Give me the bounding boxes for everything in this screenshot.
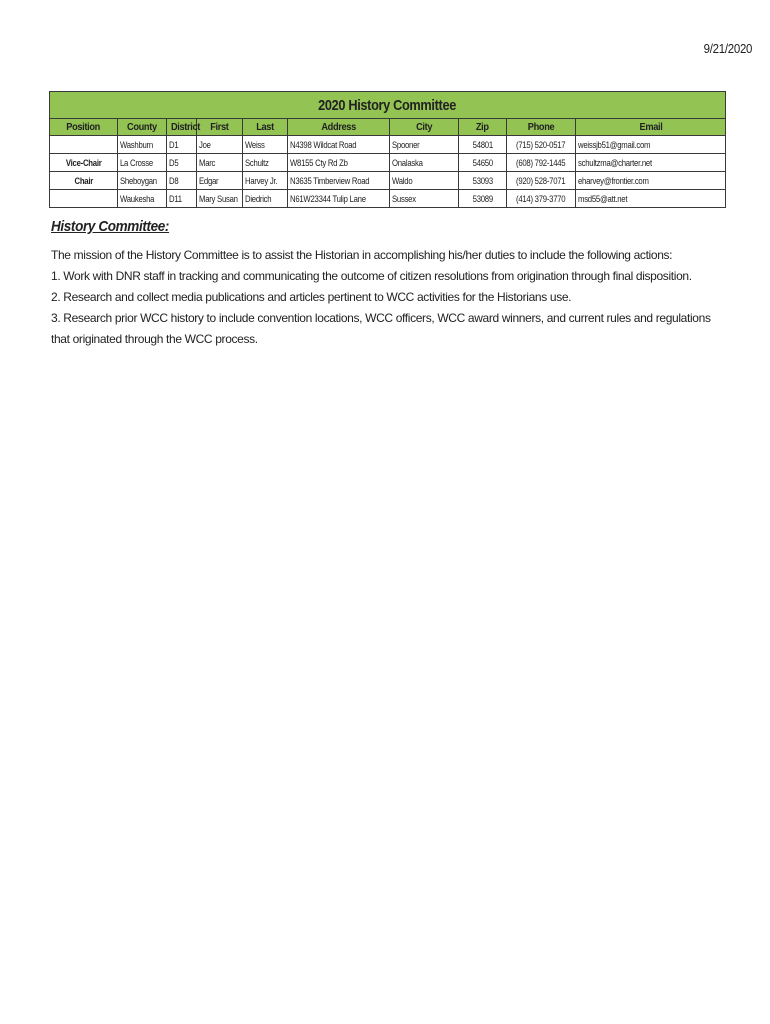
cell-county: Waukesha <box>118 190 167 208</box>
col-header-last: Last <box>243 119 288 136</box>
cell-county: Sheboygan <box>118 172 167 190</box>
cell-address: W8155 Cty Rd Zb <box>288 154 390 172</box>
cell-last: Harvey Jr. <box>243 172 288 190</box>
cell-county: Washburn <box>118 136 167 154</box>
col-header-email: Email <box>576 119 726 136</box>
cell-last: Weiss <box>243 136 288 154</box>
table-row <box>50 136 726 154</box>
cell-district: D11 <box>167 190 197 208</box>
cell-zip: 54650 <box>459 154 507 172</box>
col-header-district: District <box>167 119 197 136</box>
page-date: 9/21/2020 <box>703 41 752 56</box>
cell-position <box>50 190 118 208</box>
cell-district: D8 <box>167 172 197 190</box>
table-header-row <box>50 119 726 136</box>
cell-position <box>50 136 118 154</box>
mission-item: 3. Research prior WCC history to include convention locations, WCC officers, WCC award winners, and current rules and regulations that originated through the WCC process. <box>51 311 711 346</box>
cell-address: N3635 Timberview Road <box>288 172 390 190</box>
cell-first: Edgar <box>197 172 243 190</box>
cell-phone: (414) 379-3770 <box>507 190 576 208</box>
cell-zip: 54801 <box>459 136 507 154</box>
cell-address: N4398 Wildcat Road <box>288 136 390 154</box>
mission-item: 2. Research and collect media publications and articles pertinent to WCC activities for the Historians use. <box>51 290 572 304</box>
cell-zip: 53093 <box>459 172 507 190</box>
cell-first: Mary Susan <box>197 190 243 208</box>
cell-last: Schultz <box>243 154 288 172</box>
col-header-address: Address <box>288 119 390 136</box>
cell-phone: (715) 520-0517 <box>507 136 576 154</box>
cell-position: Chair <box>50 172 118 190</box>
committee-table <box>49 91 726 208</box>
cell-email: schultzma@charter.net <box>576 154 726 172</box>
mission-intro: The mission of the History Committee is to assist the Historian in accomplishing his/her duties to include the following actions: <box>51 248 673 262</box>
col-header-county: County <box>118 119 167 136</box>
col-header-first: First <box>197 119 243 136</box>
table-title: 2020 History Committee <box>50 92 726 119</box>
col-header-phone: Phone <box>507 119 576 136</box>
cell-email: weissjb51@gmail.com <box>576 136 726 154</box>
col-header-zip: Zip <box>459 119 507 136</box>
cell-city: Onalaska <box>390 154 459 172</box>
cell-phone: (920) 528-7071 <box>507 172 576 190</box>
table-row <box>50 172 726 190</box>
cell-first: Marc <box>197 154 243 172</box>
cell-first: Joe <box>197 136 243 154</box>
cell-county: La Crosse <box>118 154 167 172</box>
table-row <box>50 154 726 172</box>
mission-text <box>51 245 731 350</box>
cell-phone: (608) 792-1445 <box>507 154 576 172</box>
section-heading: History Committee: <box>51 218 170 235</box>
col-header-position: Position <box>50 119 118 136</box>
col-header-city: City <box>390 119 459 136</box>
cell-position: Vice-Chair <box>50 154 118 172</box>
cell-city: Waldo <box>390 172 459 190</box>
cell-email: eharvey@frontier.com <box>576 172 726 190</box>
mission-item: 1. Work with DNR staff in tracking and communicating the outcome of citizen resolutions from origination through final disposition. <box>51 269 692 283</box>
cell-zip: 53089 <box>459 190 507 208</box>
cell-city: Spooner <box>390 136 459 154</box>
cell-address: N61W23344 Tulip Lane <box>288 190 390 208</box>
history-committee-section <box>51 218 731 350</box>
table-row <box>50 190 726 208</box>
cell-district: D1 <box>167 136 197 154</box>
cell-last: Diedrich <box>243 190 288 208</box>
cell-email: msd55@att.net <box>576 190 726 208</box>
cell-district: D5 <box>167 154 197 172</box>
cell-city: Sussex <box>390 190 459 208</box>
